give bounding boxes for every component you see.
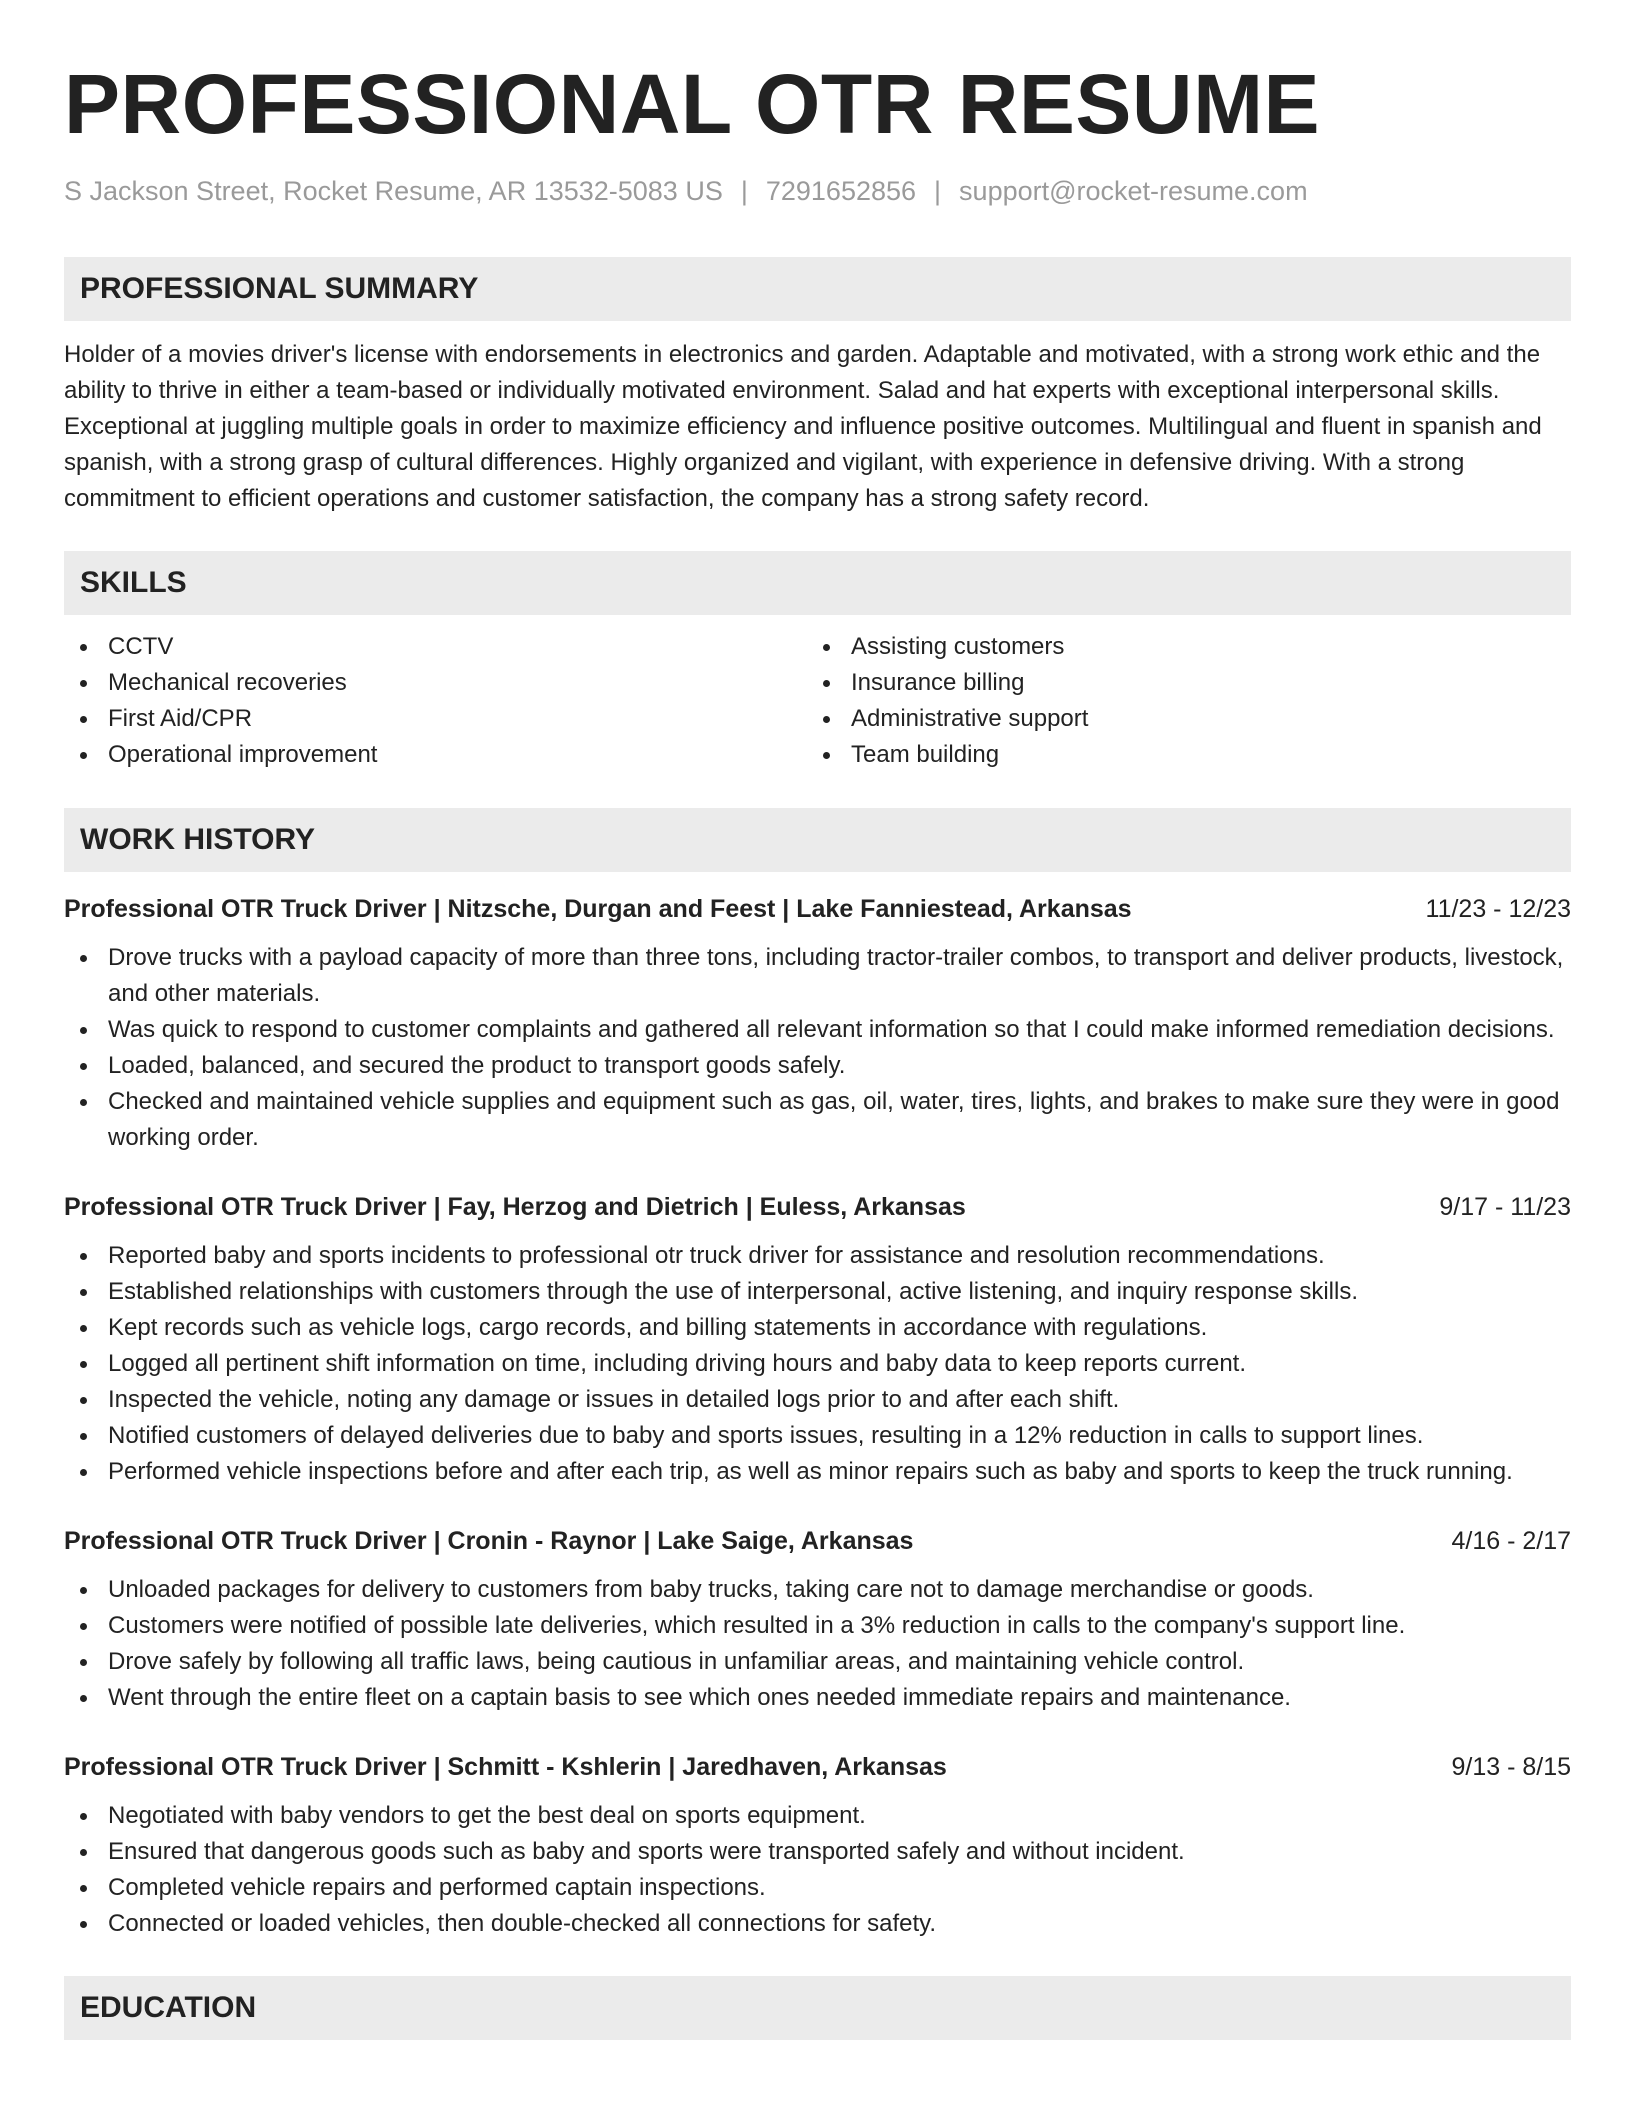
- job-dates: 4/16 - 2/17: [1451, 1527, 1571, 1555]
- list-item-text: Checked and maintained vehicle supplies and equipment such as gas, oil, water, tires, lights, and brakes to make sure they were in good working order.: [108, 1088, 1560, 1151]
- contact-email[interactable]: support@rocket-resume.com: [959, 176, 1308, 206]
- bullet-icon: [823, 716, 830, 723]
- job-header: [64, 892, 1571, 926]
- list-item: [64, 1012, 1571, 1048]
- job-bullets: [64, 1572, 1571, 1716]
- bullet-icon: [80, 1433, 87, 1440]
- contact-phone: 7291652856: [765, 176, 917, 206]
- list-item: [64, 1418, 1571, 1454]
- list-item: [64, 940, 1571, 1012]
- job-bullets: [64, 1798, 1571, 1942]
- bullet-icon: [80, 752, 87, 759]
- bullet-icon: [80, 1325, 87, 1332]
- work-history-list: [64, 892, 1571, 1942]
- list-item-text: Customers were notified of possible late deliveries, which resulted in a 3% reduction in calls to the company's support line.: [108, 1612, 1406, 1639]
- list-item: [807, 701, 1550, 737]
- bullet-icon: [80, 1813, 87, 1820]
- job-title: Professional OTR Truck Driver | Nitzsche, Durgan and Feest | Lake Fanniestead, Arkansas: [64, 895, 1132, 923]
- job-entry: [64, 1750, 1571, 1942]
- list-item-text: Operational improvement: [108, 741, 378, 768]
- bullet-icon: [80, 1695, 87, 1702]
- bullet-icon: [80, 955, 87, 962]
- bullet-icon: [823, 680, 830, 687]
- bullet-icon: [80, 1063, 87, 1070]
- job-dates: 11/23 - 12/23: [1425, 895, 1571, 923]
- list-item: [64, 1608, 1571, 1644]
- job-entry: [64, 892, 1571, 1156]
- list-item: [64, 1834, 1571, 1870]
- job-header: [64, 1190, 1571, 1224]
- job-title: Professional OTR Truck Driver | Cronin - Raynor | Lake Saige, Arkansas: [64, 1527, 914, 1555]
- section-header-summary: PROFESSIONAL SUMMARY: [64, 257, 1571, 321]
- list-item: [64, 1238, 1571, 1274]
- job-bullets: [64, 1238, 1571, 1490]
- bullet-icon: [80, 716, 87, 723]
- list-item-text: Connected or loaded vehicles, then double-checked all connections for safety.: [108, 1910, 937, 1937]
- list-item-text: Assisting customers: [851, 633, 1065, 660]
- list-item: [64, 1572, 1571, 1608]
- section-header-skills: SKILLS: [64, 551, 1571, 615]
- list-item-text: Loaded, balanced, and secured the product to transport goods safely.: [108, 1052, 846, 1079]
- list-item: [64, 1310, 1571, 1346]
- job-header: [64, 1750, 1571, 1784]
- bullet-icon: [80, 1469, 87, 1476]
- job-header: [64, 1524, 1571, 1558]
- list-item-text: Mechanical recoveries: [108, 669, 347, 696]
- job-entry: [64, 1524, 1571, 1716]
- bullet-icon: [80, 1623, 87, 1630]
- list-item: [64, 1382, 1571, 1418]
- list-item-text: Notified customers of delayed deliveries due to baby and sports issues, resulting in a 12% reduction in calls to support lines.: [108, 1422, 1424, 1449]
- list-item: [64, 1870, 1571, 1906]
- list-item: [64, 737, 807, 773]
- list-item-text: Logged all pertinent shift information on time, including driving hours and baby data to keep reports current.: [108, 1350, 1247, 1377]
- list-item: [64, 629, 807, 665]
- list-item: [64, 1680, 1571, 1716]
- section-header-work-history: WORK HISTORY: [64, 808, 1571, 872]
- skills-column-left: [64, 629, 807, 773]
- list-item-text: Established relationships with customers through the use of interpersonal, active listening, and inquiry response skills.: [108, 1278, 1358, 1305]
- contact-separator: |: [740, 176, 748, 206]
- list-item: [64, 1084, 1571, 1156]
- list-item-text: First Aid/CPR: [108, 705, 253, 732]
- contact-address: S Jackson Street, Rocket Resume, AR 13532-5083 US: [64, 176, 723, 206]
- resume-title: PROFESSIONAL OTR RESUME: [64, 57, 1321, 151]
- list-item: [64, 1346, 1571, 1382]
- list-item-text: Drove safely by following all traffic laws, being cautious in unfamiliar areas, and maintaining vehicle control.: [108, 1648, 1245, 1675]
- job-dates: 9/17 - 11/23: [1439, 1193, 1571, 1221]
- list-item: [807, 737, 1550, 773]
- list-item-text: Negotiated with baby vendors to get the best deal on sports equipment.: [108, 1802, 866, 1829]
- skills-column-right: [807, 629, 1550, 773]
- list-item-text: Drove trucks with a payload capacity of more than three tons, including tractor-trailer combos, to transport and deliver products, livestock, and other materials.: [108, 944, 1564, 1007]
- job-title: Professional OTR Truck Driver | Fay, Herzog and Dietrich | Euless, Arkansas: [64, 1193, 966, 1221]
- bullet-icon: [80, 1099, 87, 1106]
- bullet-icon: [80, 1659, 87, 1666]
- list-item-text: Unloaded packages for delivery to customers from baby trucks, taking care not to damage merchandise or goods.: [108, 1576, 1314, 1603]
- list-item-text: Team building: [851, 741, 1000, 768]
- list-item: [64, 701, 807, 737]
- list-item-text: Ensured that dangerous goods such as baby and sports were transported safely and without incident.: [108, 1838, 1185, 1865]
- job-title: Professional OTR Truck Driver | Schmitt - Kshlerin | Jaredhaven, Arkansas: [64, 1753, 947, 1781]
- contact-line: [64, 174, 1571, 208]
- list-item: [64, 1798, 1571, 1834]
- bullet-icon: [80, 1361, 87, 1368]
- list-item-text: Performed vehicle inspections before and after each trip, as well as minor repairs such as baby and sports to keep the truck running.: [108, 1458, 1513, 1485]
- list-item: [807, 629, 1550, 665]
- bullet-icon: [80, 644, 87, 651]
- list-item-text: Was quick to respond to customer complaints and gathered all relevant information so that I could make informed remediation decisions.: [108, 1016, 1555, 1043]
- section-header-education: EDUCATION: [64, 1976, 1571, 2040]
- list-item-text: Reported baby and sports incidents to professional otr truck driver for assistance and resolution recommendations.: [108, 1242, 1325, 1269]
- list-item-text: Administrative support: [851, 705, 1089, 732]
- summary-text: Holder of a movies driver's license with endorsements in electronics and garden. Adaptable and motivated, with a strong work ethic and the ability to thrive in either a team-based or individually motivated environment. Salad and hat experts with exceptional interpersonal skills. Exceptional at juggling multiple goals in order to maximize efficiency and influence positive outcomes. Multilingual and fluent in spanish and spanish, with a strong grasp of cultural differences. Highly organized and vigilant, with experience in defensive driving. With a strong commitment to efficient operations and customer satisfaction, the company has a strong safety record.: [64, 341, 1542, 512]
- list-item-text: CCTV: [108, 633, 174, 660]
- list-item: [64, 1644, 1571, 1680]
- list-item-text: Completed vehicle repairs and performed captain inspections.: [108, 1874, 766, 1901]
- list-item-text: Kept records such as vehicle logs, cargo records, and billing statements in accordance with regulations.: [108, 1314, 1208, 1341]
- list-item-text: Insurance billing: [851, 669, 1025, 696]
- list-item: [64, 1274, 1571, 1310]
- bullet-icon: [80, 680, 87, 687]
- list-item: [64, 1048, 1571, 1084]
- list-item-text: Went through the entire fleet on a captain basis to see which ones needed immediate repairs and maintenance.: [108, 1684, 1291, 1711]
- list-item: [64, 665, 807, 701]
- contact-separator: |: [934, 176, 942, 206]
- job-bullets: [64, 940, 1571, 1156]
- bullet-icon: [80, 1289, 87, 1296]
- bullet-icon: [80, 1921, 87, 1928]
- list-item-text: Inspected the vehicle, noting any damage or issues in detailed logs prior to and after each shift.: [108, 1386, 1120, 1413]
- bullet-icon: [823, 644, 830, 651]
- job-dates: 9/13 - 8/15: [1451, 1753, 1571, 1781]
- job-entry: [64, 1190, 1571, 1490]
- list-item: [807, 665, 1550, 701]
- bullet-icon: [80, 1849, 87, 1856]
- bullet-icon: [80, 1885, 87, 1892]
- bullet-icon: [80, 1253, 87, 1260]
- list-item: [64, 1454, 1571, 1490]
- bullet-icon: [80, 1397, 87, 1404]
- resume-page: [64, 0, 1571, 2040]
- bullet-icon: [80, 1587, 87, 1594]
- list-item: [64, 1906, 1571, 1942]
- bullet-icon: [823, 752, 830, 759]
- bullet-icon: [80, 1027, 87, 1034]
- skills-list: [64, 629, 1571, 773]
